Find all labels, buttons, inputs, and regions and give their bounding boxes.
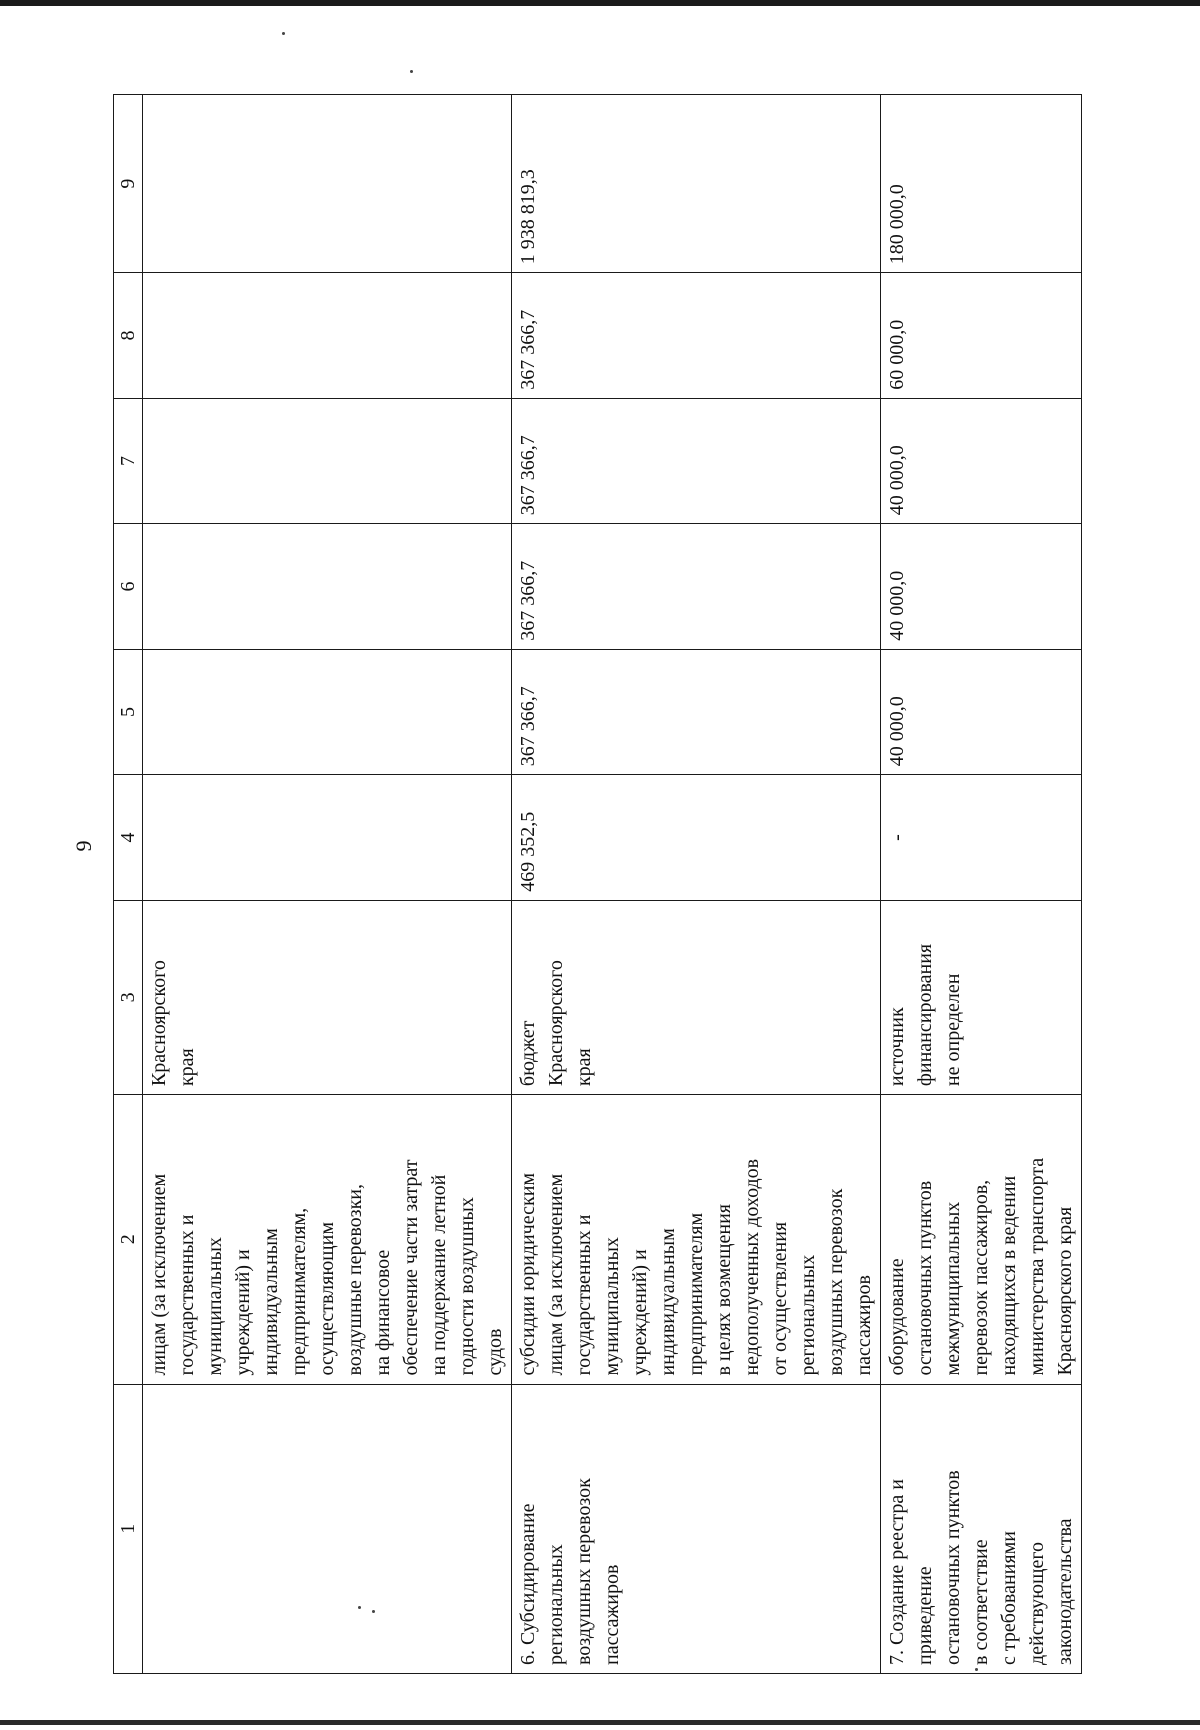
- header-row: [114, 95, 143, 1674]
- amount-cell: [143, 649, 512, 775]
- source-cell: бюджет Красноярского края: [512, 900, 881, 1094]
- header-col-3: 3: [114, 900, 143, 1094]
- scan-speck: [282, 32, 285, 35]
- scan-edge-top: [0, 0, 1200, 6]
- header-col-4: 4: [114, 775, 143, 901]
- amount-cell: 367 366,7: [512, 649, 881, 775]
- amount-cell: [143, 775, 512, 901]
- amount-cell: 40 000,0: [881, 649, 1082, 775]
- measure-cell: [143, 1384, 512, 1673]
- header-col-2: 2: [114, 1095, 143, 1384]
- amount-cell: 367 366,7: [512, 524, 881, 650]
- amount-cell: 367 366,7: [512, 398, 881, 524]
- total-cell: 1 938 819,3: [512, 95, 881, 273]
- activity-cell: лицам (за исключением государственных и муниципальных учреждений) и индивидуальным предпринимателям, осуществляющим воздушные перевозки, на финансовое обеспечение части затрат на поддержание летной годности воздушных судов: [143, 1095, 512, 1384]
- amount-cell: 469 352,5: [512, 775, 881, 901]
- activity-cell: субсидии юридическим лицам (за исключением государственных и муниципальных учреждений) и индивидуальным предпринимателям в целях возмещения недополученных доходов от осуществления региональных воздушных перевозок пассажиров: [512, 1095, 881, 1384]
- header-col-7: 7: [114, 398, 143, 524]
- total-cell: [143, 95, 512, 273]
- header-col-8: 8: [114, 273, 143, 399]
- program-funding-table: [113, 94, 1082, 1674]
- amount-cell: [143, 273, 512, 399]
- source-cell: Красноярского края: [143, 900, 512, 1094]
- measure-cell: 6. Субсидирование региональных воздушных перевозок пассажиров: [512, 1384, 881, 1673]
- table-row: [881, 95, 1082, 1674]
- amount-cell: 40 000,0: [881, 524, 1082, 650]
- amount-cell: [143, 398, 512, 524]
- total-cell: 180 000,0: [881, 95, 1082, 273]
- activity-cell: оборудование остановочных пунктов межмуниципальных перевозок пассажиров, находящихся в ведении министерства транспорта Красноярского края: [881, 1095, 1082, 1384]
- amount-cell: -: [881, 775, 1082, 901]
- header-col-9: 9: [114, 95, 143, 273]
- amount-cell: [143, 524, 512, 650]
- amount-cell: 40 000,0: [881, 398, 1082, 524]
- header-col-5: 5: [114, 649, 143, 775]
- header-col-6: 6: [114, 524, 143, 650]
- header-col-1: 1: [114, 1384, 143, 1673]
- amount-cell: 367 366,7: [512, 273, 881, 399]
- source-cell: источник финансирования не определен: [881, 900, 1082, 1094]
- table-row: [512, 95, 881, 1674]
- scan-edge-bottom: [0, 1720, 1200, 1725]
- page-number: 9: [71, 840, 96, 852]
- rotated-table-container: [113, 94, 1076, 1674]
- amount-cell: 60 000,0: [881, 273, 1082, 399]
- table-row: [143, 95, 512, 1674]
- measure-cell: 7. Создание реестра и приведение остановочных пунктов в соответствие с требованиями действующего законодательства: [881, 1384, 1082, 1673]
- scan-speck: [410, 70, 413, 73]
